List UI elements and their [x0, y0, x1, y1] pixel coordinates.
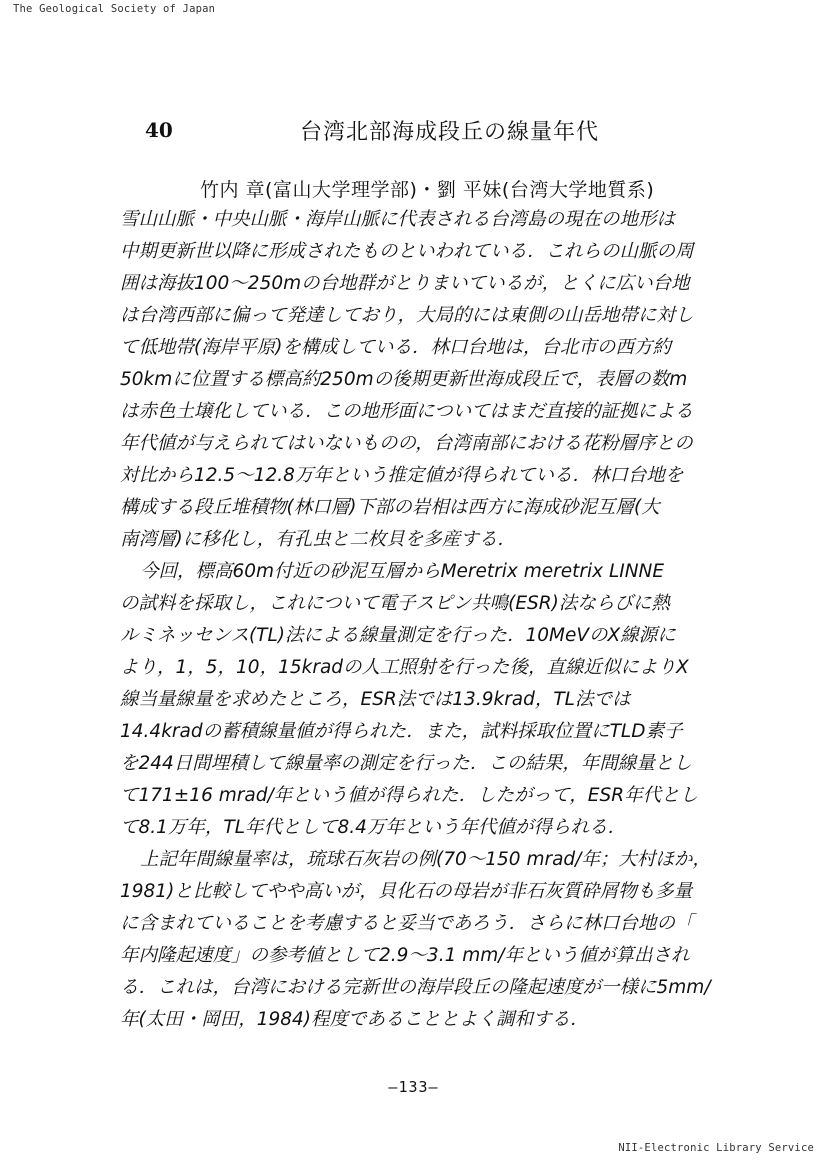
body-line: 1981)と比較してやや高いが，貝化石の母岩が非石灰質砕屑物も多量 [120, 881, 693, 902]
body-line: 年代値が与えられてはいないものの，台湾南部における花粉層序との [120, 433, 693, 454]
body-line: ルミネッセンス(TL)法による線量測定を行った．10MeVのX線源に [120, 625, 676, 646]
body-line: 年内隆起速度」の参考値として2.9～3.1 mm/年という値が算出され [120, 945, 690, 966]
article-authors: 竹内 章(富山大学理学部)・劉 平妹(台湾大学地質系) [200, 179, 655, 201]
body-line: 構成する段丘堆積物(林口層)下部の岩相は西方に海成砂泥互層(大 [120, 497, 660, 518]
article-title: 台湾北部海成段丘の線量年代 [300, 120, 600, 145]
body-line: 中期更新世以降に形成されたものといわれている．これらの山脈の周 [120, 241, 694, 262]
body-line: 50kmに位置する標高約250mの後期更新世海成段丘で，表層の数m [120, 369, 688, 390]
body-line: る．これは，台湾における完新世の海岸段丘の隆起速度が一様に5mm/ [120, 977, 711, 998]
body-line: 雪山山脈・中央山脈・海岸山脈に代表される台湾島の現在の地形は [120, 209, 676, 230]
body-line: 南湾層)に移化し，有孔虫と二枚貝を多産する． [120, 529, 516, 550]
body-line: 対比から12.5～12.8万年という推定値が得られている．林口台地を [120, 465, 684, 486]
body-line: 14.4kradの蓄積線量値が得られた．また，試料採取位置にTLD素子 [120, 721, 683, 742]
page-number: —133— [388, 1078, 439, 1096]
body-line: の試料を採取し，これについて電子スピン共鳴(ESR)法ならびに熱 [120, 593, 670, 614]
body-line: 今回，標高60m付近の砂泥互層からMeretrix meretrix LINNE [140, 561, 665, 582]
body-line: 年(太田・岡田，1984)程度であることとよく調和する． [120, 1009, 589, 1030]
body-line: 囲は海抜100～250mの台地群がとりまいているが，とくに広い台地 [120, 273, 690, 294]
body-line: を244日間埋積して線量率の測定を行った．この結果，年間線量とし [120, 753, 692, 774]
body-line: て171±16 mrad/年という値が得られた．したがって，ESR年代とし [120, 785, 699, 806]
body-line: て低地帯(海岸平原)を構成している．林口台地は，台北市の西方約 [120, 337, 671, 358]
body-line: 上記年間線量率は，琉球石灰岩の例(70～150 mrad/年；大村ほか， [140, 849, 711, 870]
society-header: The Geological Society of Japan [13, 3, 216, 15]
body-line: 線当量線量を求めたところ，ESR法では13.9krad，TL法では [120, 689, 631, 710]
body-line: は赤色土壌化している．この地形面についてはまだ直接的証拠による [120, 401, 694, 422]
body-line: に含まれていることを考慮すると妥当であろう．さらに林口台地の「 [120, 913, 694, 934]
article-number: 40 [145, 118, 173, 142]
body-line: て8.1万年，TL年代として8.4万年という年代値が得られる． [120, 817, 626, 838]
body-line: は台湾西部に偏って発達しており，大局的には東側の山岳地帯に対し [120, 305, 694, 326]
body-line: より，1，5，10，15kradの人工照射を行った後，直線近似によりX [120, 657, 689, 678]
library-footer: NII-Electronic Library Service [618, 1142, 814, 1154]
